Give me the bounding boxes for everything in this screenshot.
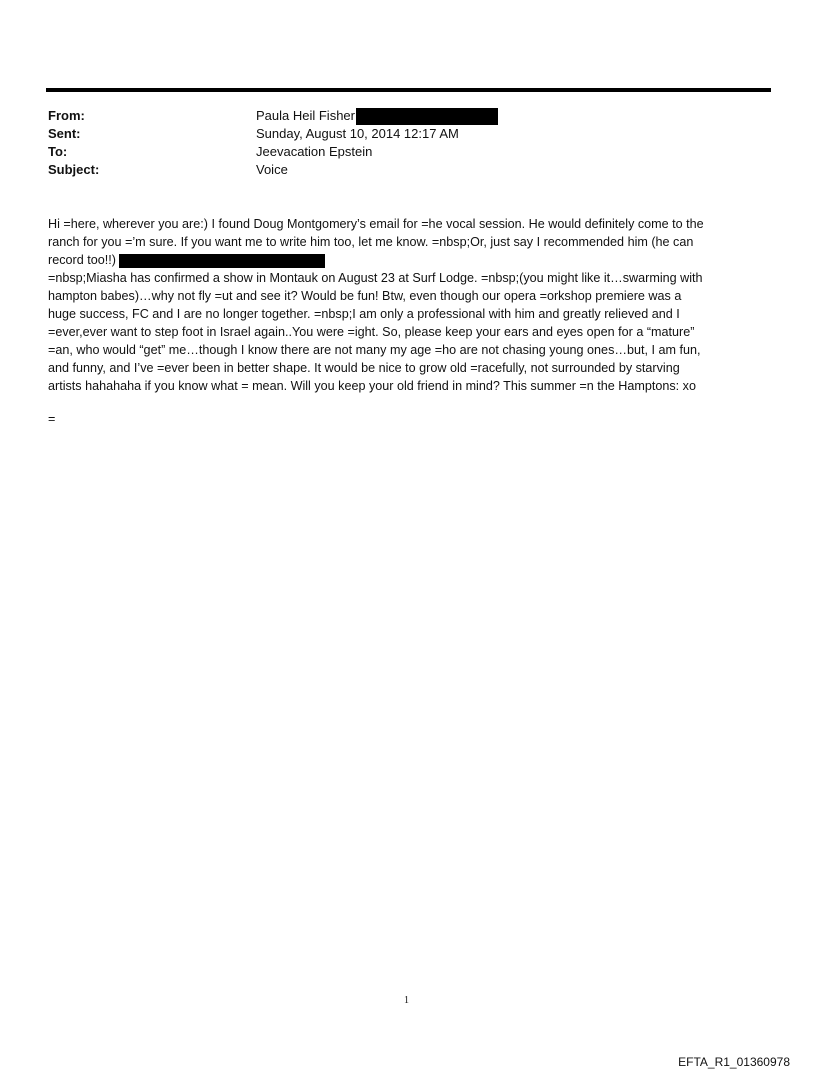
body-line: artists hahahaha if you know what = mean. Will you keep your old friend in mind? This summer =n the Hamptons: xo <box>48 379 696 393</box>
body-line: hampton babes)…why not fly =ut and see it? Would be fun! Btw, even though our opera =orkshop premiere was a <box>48 289 682 303</box>
body-line: =nbsp;Miasha has confirmed a show in Montauk on August 23 at Surf Lodge. =nbsp;(you might like it…swarming with <box>48 271 703 285</box>
from-name: Paula Heil Fisher <box>256 108 355 123</box>
trailing-equals: = <box>48 412 56 426</box>
sent-label: Sent: <box>48 126 81 141</box>
from-label: From: <box>48 108 85 123</box>
page-number: 1 <box>404 995 409 1006</box>
from-value <box>256 107 498 125</box>
body-line: ranch for you =’m sure. If you want me to write him too, let me know. =nbsp;Or, just say I recommended him (he can <box>48 235 694 249</box>
body-line-text: record too!!) <box>48 253 116 267</box>
to-value: Jeevacation Epstein <box>256 144 373 159</box>
body-line: huge success, FC and I are no longer together. =nbsp;I am only a professional with him and greatly relieved and I <box>48 307 680 321</box>
to-label: To: <box>48 144 68 159</box>
body-line: and funny, and I’ve =ever been in better shape. It would be nice to grow old =racefully, not surrounded by starving <box>48 361 680 375</box>
subject-label: Subject: <box>48 162 100 177</box>
body-line: Hi =here, wherever you are:) I found Doug Montgomery’s email for =he vocal session. He would definitely come to the <box>48 217 704 231</box>
header-rule <box>46 88 771 92</box>
body-line: =an, who would “get” me…though I know there are not many my age =ho are not chasing young ones…but, I am fun, <box>48 343 701 357</box>
document-id: EFTA_R1_01360978 <box>678 1055 790 1069</box>
sent-value: Sunday, August 10, 2014 12:17 AM <box>256 126 459 141</box>
body-line: =ever,ever want to step foot in Israel again..You were =ight. So, please keep your ears and eyes open for a “mature” <box>48 325 695 339</box>
redaction-box <box>119 254 325 268</box>
subject-value: Voice <box>256 162 288 177</box>
email-body <box>48 215 773 395</box>
body-line <box>48 251 773 269</box>
redaction-box <box>356 108 498 125</box>
